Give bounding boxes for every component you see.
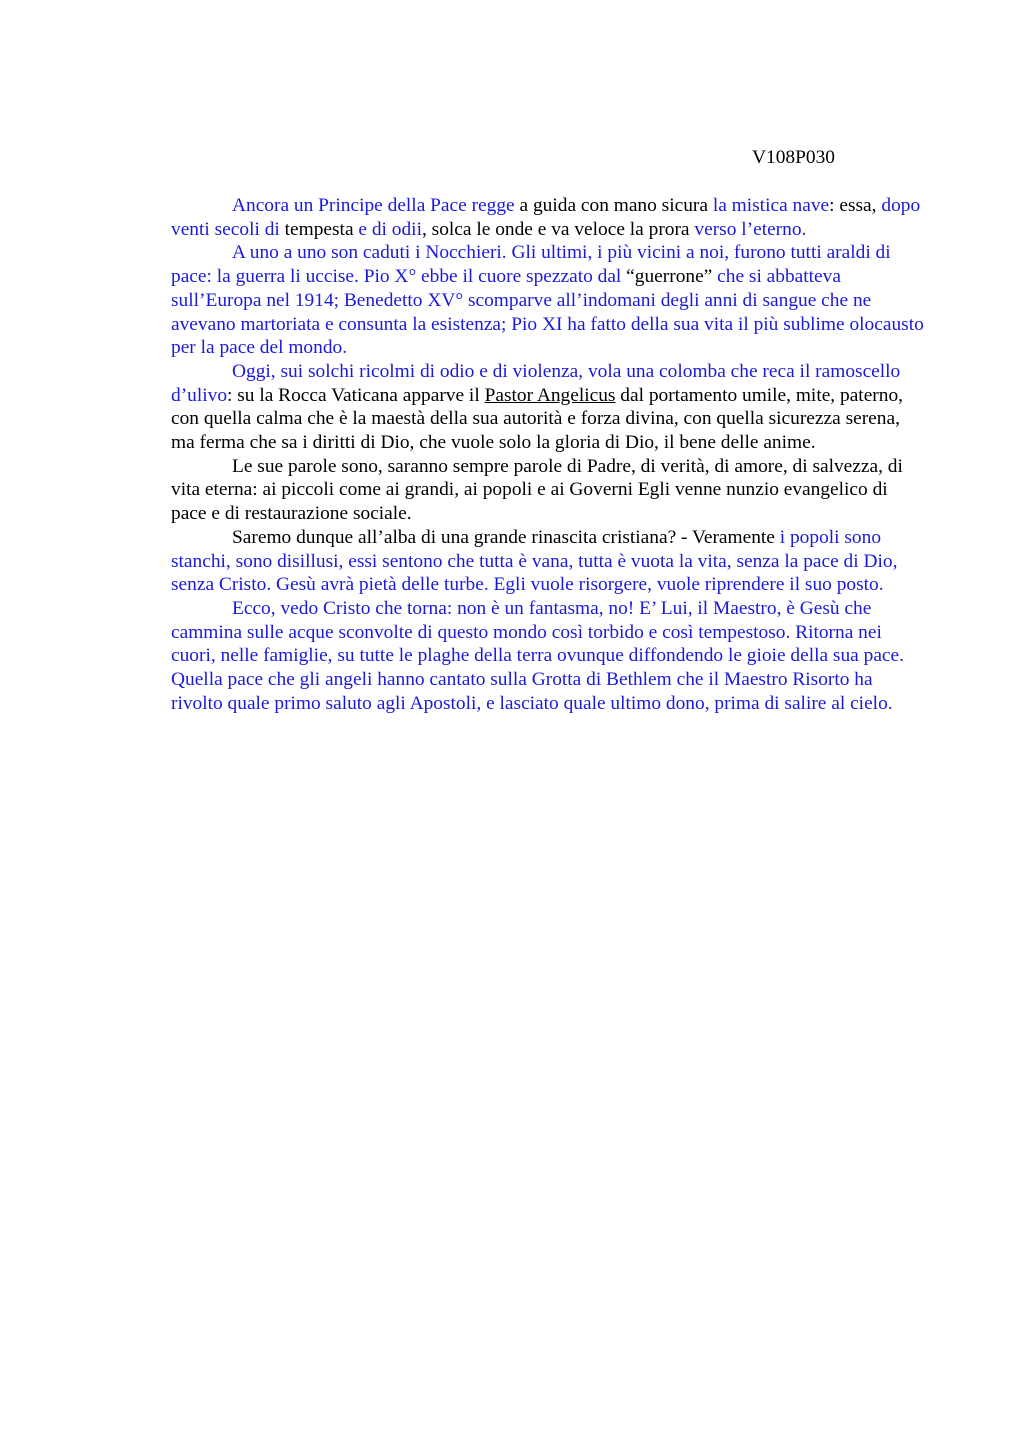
text-segment: “guerrone” — [626, 266, 713, 288]
text-segment: dal portamento umile, mite, paterno, con quella calma che è la maestà della sua autorità e forza divina, con quella sicurezza serena, ma ferma che sa i diritti di Dio, che vuole solo la gloria di Dio, il bene delle anime. — [171, 384, 903, 454]
highlighted-text-segment: che si abbatteva sull’Europa nel 1914; Benedetto XV° scomparve all’indomani degli anni di sangue che ne avevano martoriata e consunta la esistenza; Pio XI ha fatto della sua vita il più sublime olocausto per la pace del mondo. — [171, 266, 924, 359]
highlighted-text-segment: A uno a uno son caduti i Nocchieri. Gli ultimi, i più vicini a noi, furono tutti araldi di pace: la guerra li uccise. Pio X° ebbe il cuore spezzato dal — [171, 242, 891, 288]
paragraph-5 — [171, 526, 926, 597]
body-text — [171, 194, 926, 715]
highlighted-text-segment: Oggi, sui solchi ricolmi di odio e di violenza, vola una colomba che reca il ramoscello d’ulivo — [171, 360, 901, 406]
text-segment: Saremo dunque all’alba di una grande rinascita cristiana? - Veramente — [232, 526, 780, 548]
paragraph-3 — [171, 360, 926, 455]
paragraph-1 — [171, 194, 926, 241]
highlighted-text-segment: Ecco, vedo Cristo che torna: non è un fantasma, no! E’ Lui, il Maestro, è Gesù che cammina sulle acque sconvolte di questo mondo così torbido e così tempestoso. Ritorna nei cuori, nelle famiglie, su tutte le plaghe della terra ovunque diffondendo le gioie della sua pace. Quella pace che gli angeli hanno cantato sulla Grotta di Bethlem che il Maestro Risorto ha rivolto quale primo saluto agli Apostoli, e lasciato quale ultimo dono, prima di salire al cielo. — [171, 597, 904, 714]
highlighted-text-segment: Ancora un Principe della Pace regge — [232, 195, 515, 216]
text-segment: : essa, — [829, 195, 882, 216]
text-segment: Le sue parole sono, saranno sempre parole di Padre, di verità, di amore, di salvezza, di vita eterna: ai piccoli come ai grandi, ai popoli e ai Governi Egli venne nunzio evangelico di pace e di restaurazione sociale. — [171, 455, 903, 525]
paragraph-4 — [171, 455, 926, 526]
page-identifier: V108P030 — [752, 147, 835, 168]
text-segment: : su la Rocca Vaticana apparve il — [227, 384, 485, 406]
highlighted-text-segment: dopo venti secoli di — [171, 195, 921, 240]
text-segment: , solca le onde e va veloce la prora — [421, 218, 695, 240]
text-segment: tempesta — [279, 218, 359, 240]
highlighted-text-segment: i popoli sono stanchi, sono disillusi, essi sentono che tutta è vana, tutta è vuota la vita, senza la pace di Dio, senza Cristo. Gesù avrà pietà delle turbe. Egli vuole risorgere, vuole riprendere il suo posto. — [171, 526, 898, 596]
paragraph-6 — [171, 597, 926, 716]
highlighted-text-segment: verso l’eterno. — [694, 218, 807, 240]
highlighted-text-segment: e di odii — [358, 218, 422, 240]
text-segment: Pastor Angelicus — [484, 384, 616, 406]
highlighted-text-segment: la mistica nave — [712, 195, 830, 216]
text-segment: a guida con mano sicura — [514, 195, 713, 216]
paragraph-2 — [171, 241, 926, 360]
